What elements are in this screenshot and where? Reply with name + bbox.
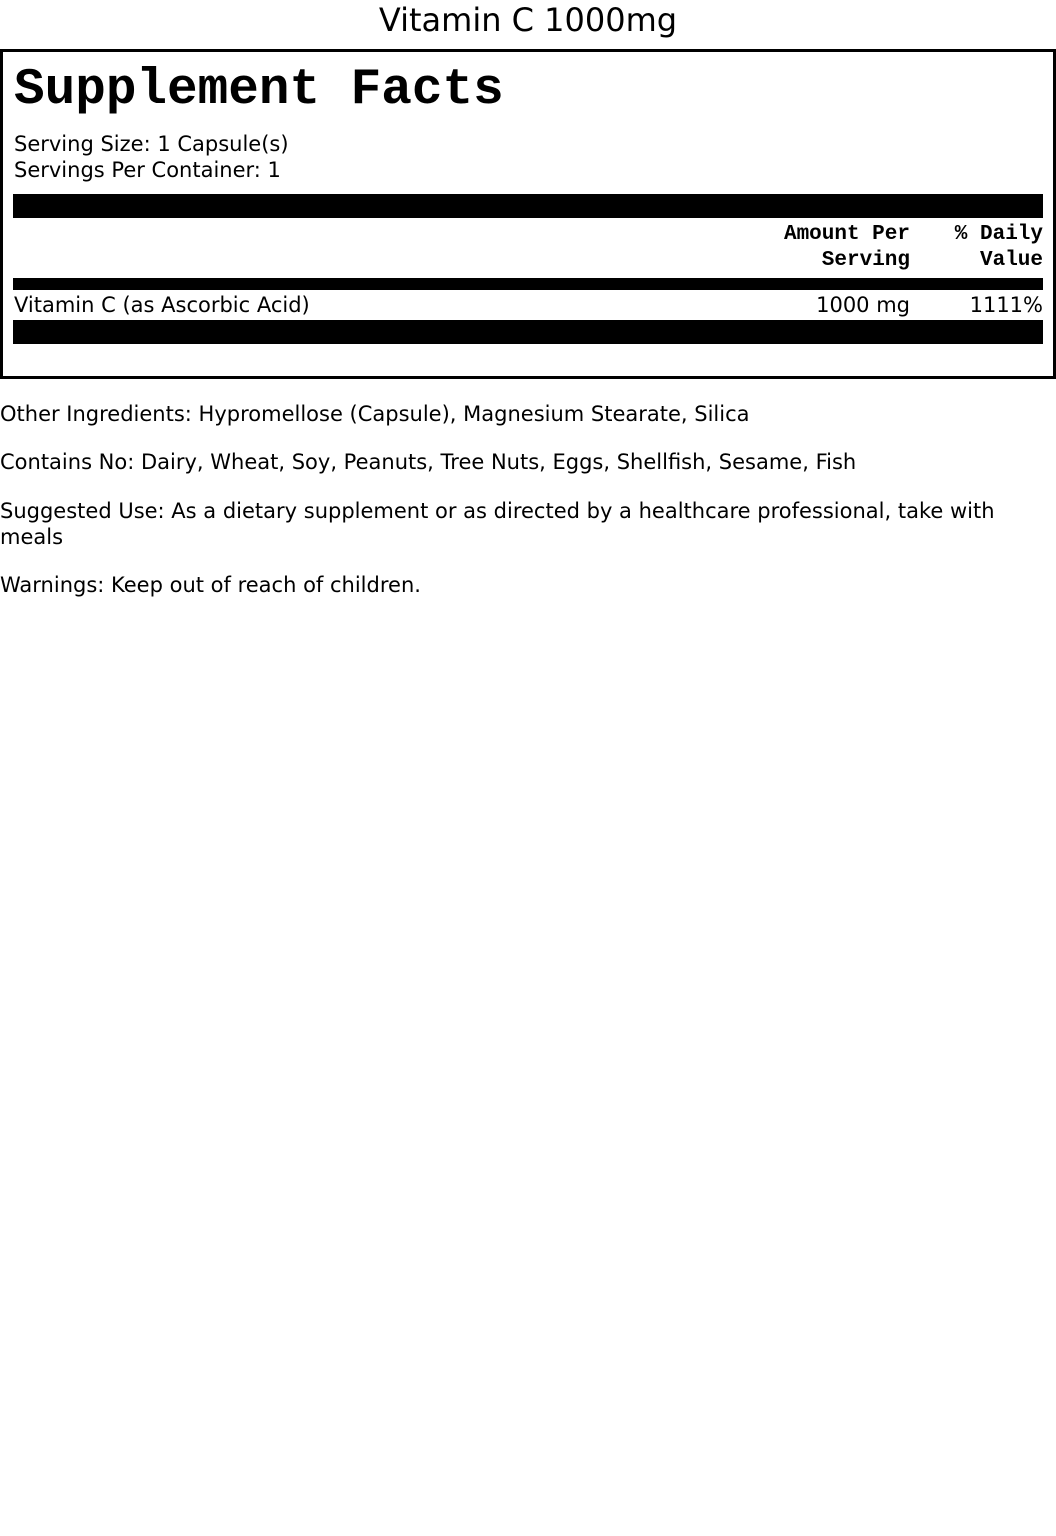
divider-mid bbox=[13, 278, 1043, 290]
serving-size: Serving Size: 1 Capsule(s) bbox=[14, 132, 289, 156]
dv-header-line1: % Daily bbox=[954, 223, 1043, 246]
supplement-facts-panel bbox=[0, 49, 1056, 379]
nutrient-daily-value: 1111% bbox=[969, 293, 1043, 317]
amount-header-line2: Serving bbox=[821, 249, 910, 272]
dv-header-line2: Value bbox=[979, 249, 1043, 272]
amount-per-serving-header bbox=[784, 222, 910, 274]
thick-divider-top bbox=[13, 194, 1043, 218]
other-ingredients: Other Ingredients: Hypromellose (Capsule), Magnesium Stearate, Silica bbox=[0, 402, 750, 426]
thick-divider-bottom bbox=[13, 320, 1043, 344]
daily-value-header bbox=[955, 222, 1043, 274]
suggested-use: Suggested Use: As a dietary supplement or as directed by a healthcare professional, take with meals bbox=[0, 499, 995, 549]
nutrient-row bbox=[13, 290, 1043, 320]
nutrient-amount: 1000 mg bbox=[816, 293, 910, 317]
amount-header-line1: Amount Per bbox=[783, 223, 910, 246]
nutrient-name: Vitamin C (as Ascorbic Acid) bbox=[14, 293, 310, 317]
contains-no: Contains No: Dairy, Wheat, Soy, Peanuts, Tree Nuts, Eggs, Shellfish, Sesame, Fish bbox=[0, 450, 857, 474]
warnings: Warnings: Keep out of reach of children. bbox=[0, 573, 421, 597]
facts-heading: Supplement Facts bbox=[14, 62, 504, 119]
product-title: Vitamin C 1000mg bbox=[378, 1, 678, 39]
servings-per-container: Servings Per Container: 1 bbox=[14, 158, 281, 182]
